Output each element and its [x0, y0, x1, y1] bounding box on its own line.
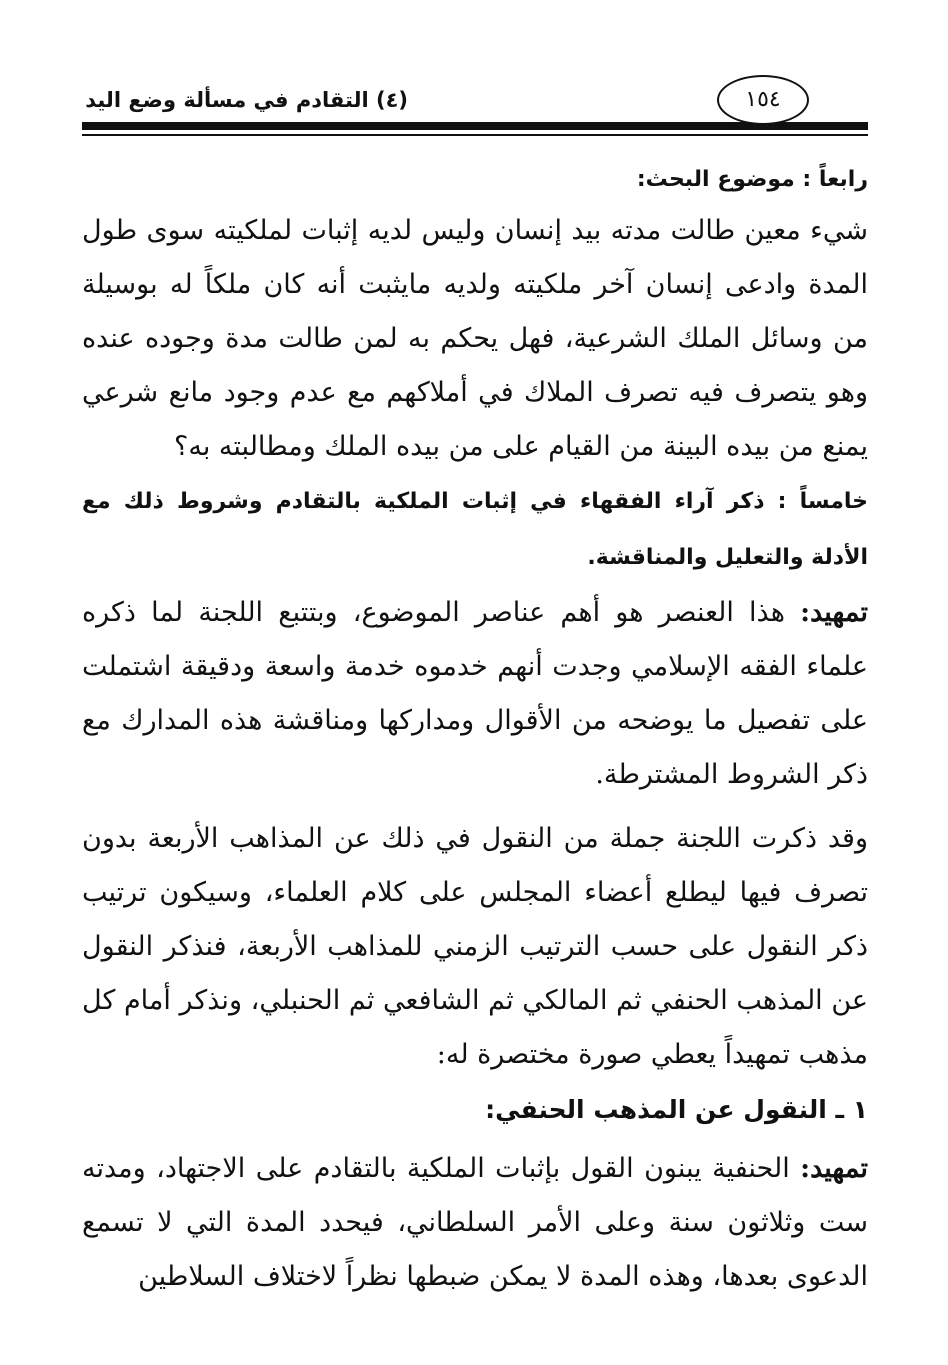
page-number-badge: ١٥٤ [717, 75, 809, 125]
page-header [82, 60, 868, 142]
running-title: (٤) التقادم في مسألة وضع اليد [85, 88, 408, 112]
introduction-text: هذا العنصر هو أهم عناصر الموضوع، وبتتبع اللجنة لما ذكره علماء الفقه الإسلامي وجدت أنهم خدموه خدمة واسعة ودقيقة اشتملت على تفصيل ما يوضحه من الأقوال ومداركها ومناقشة هذه المدارك مع ذكر الشروط المشترطة. [82, 597, 868, 790]
paragraph-topic: شيء معين طالت مدته بيد إنسان وليس لديه إثبات لملكيته سوى طول المدة وادعى إنسان آخر ملكيته ولديه مايثبت أنه كان ملكاً له بوسيلة من وسائل الملك الشرعية، فهل يحكم به لمن طالت مدة وجوده عنده وهو يتصرف فيه تصرف الملاك في أملاكهم مع عدم وجود مانع شرعي يمنع من بيده البينة من القيام على من بيده الملك ومطالبته به؟ [82, 215, 869, 462]
subheading-hanafi-school: ١ ـ النقول عن المذهب الحنفي: [485, 1095, 868, 1124]
document-page [82, 60, 868, 1350]
section-heading-topic: رابعاً : موضوع البحث: [636, 167, 868, 192]
paragraph-quotes: وقد ذكرت اللجنة جملة من النقول في ذلك عن المذاهب الأربعة بدون تصرف فيها ليطلع أعضاء المجلس على كلام العلماء، وسيكون ترتيب ذكر النقول على حسب الترتيب الزمني للمذاهب الأربعة، فنذكر النقول عن المذهب الحنفي ثم المالكي ثم الشافعي ثم الحنبلي، ونذكر أمام كل مذهب تمهيداً يعطي صورة مختصرة له: [82, 823, 868, 1070]
section-heading-jurists-opinions: خامساً : ذكر آراء الفقهاء في إثبات الملكية بالتقادم وشروط ذلك مع الأدلة والتعليل والمناقشة. [82, 489, 868, 570]
hanafi-label: تمهيد: [800, 1153, 868, 1184]
paragraph-hanafi [82, 1142, 868, 1304]
paragraph-introduction [82, 586, 868, 802]
introduction-label: تمهيد: [800, 597, 868, 628]
hanafi-text: الحنفية يبنون القول بإثبات الملكية بالتقادم على الاجتهاد، ومدته ست وثلاثون سنة وعلى الأمر السلطاني، فيحدد المدة التي لا تسمع الدعوى بعدها، وهذه المدة لا يمكن ضبطها نظراً لاختلاف السلاطين [82, 1153, 868, 1292]
header-rule-thin [82, 134, 868, 136]
page-body [82, 156, 868, 1304]
